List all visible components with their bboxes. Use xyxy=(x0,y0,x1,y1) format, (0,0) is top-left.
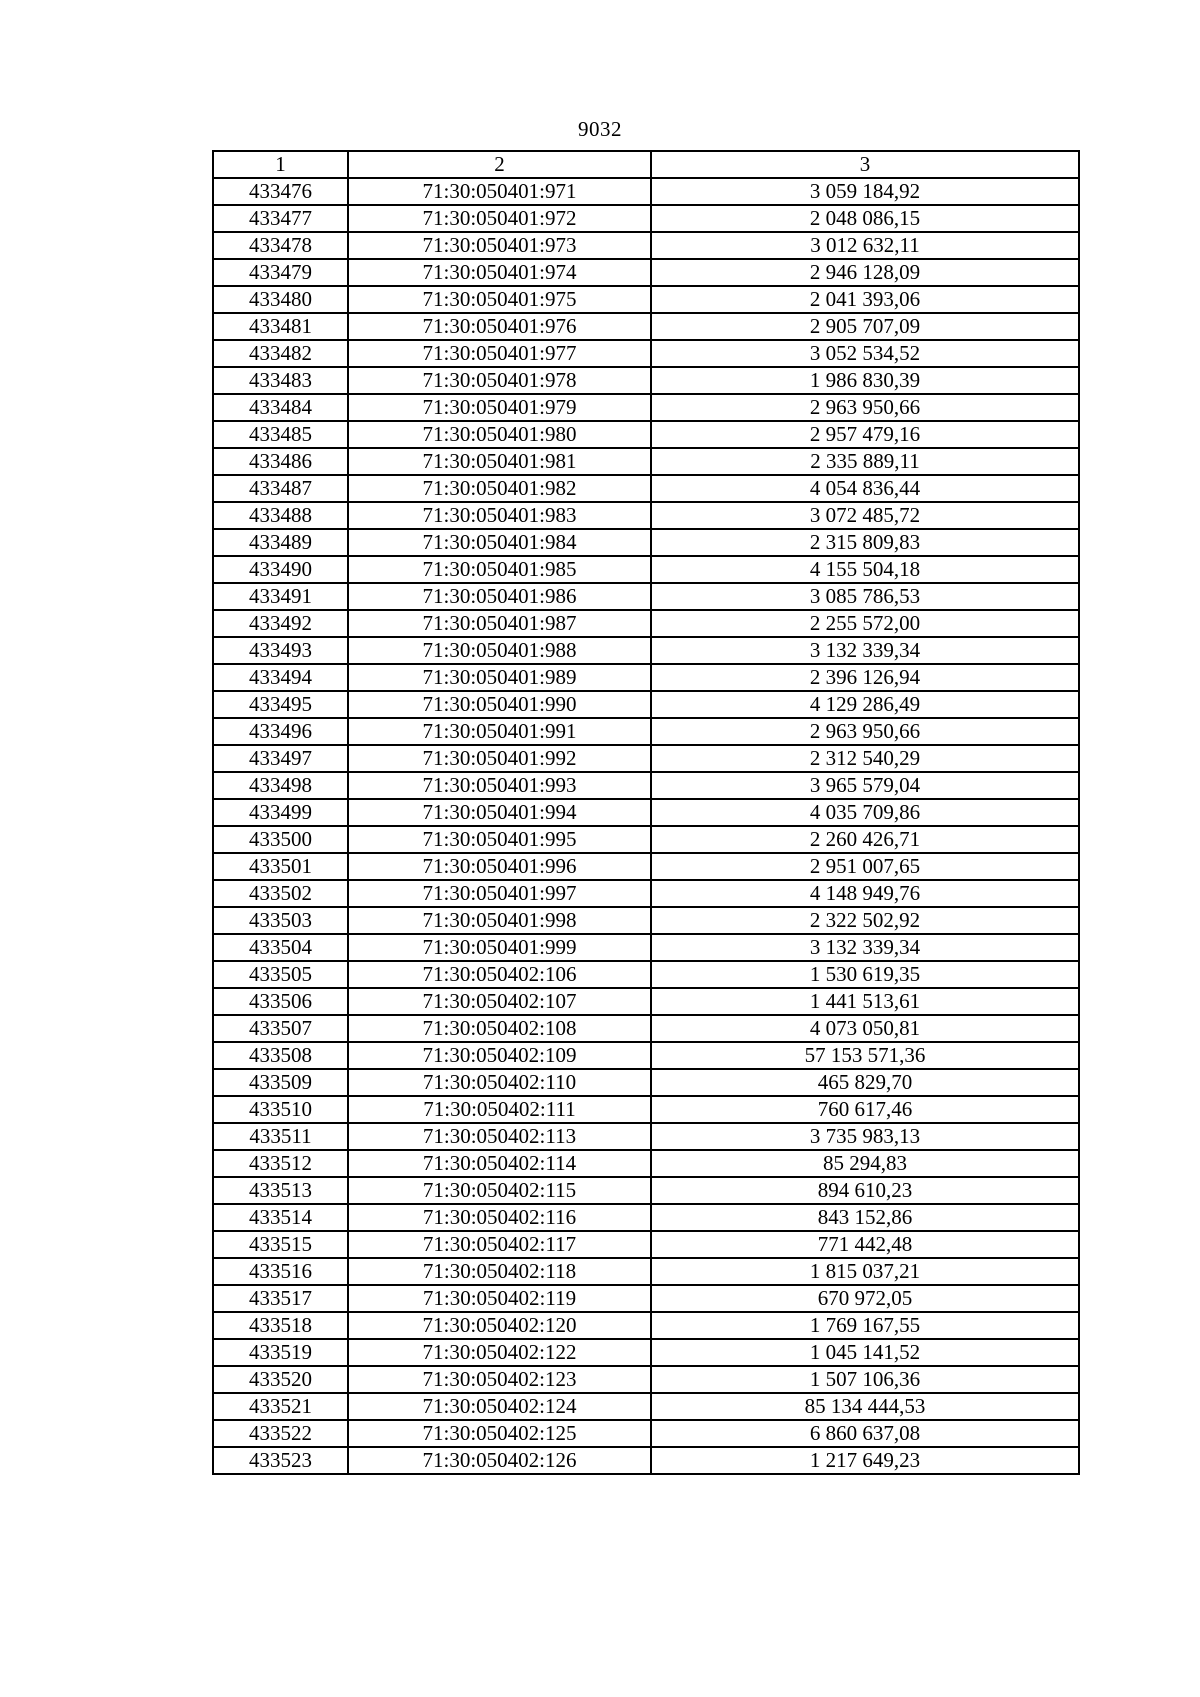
cadastral-number-cell: 71:30:050402:111 xyxy=(348,1096,651,1123)
row-number-cell: 433492 xyxy=(213,610,348,637)
cadastral-number-cell: 71:30:050401:994 xyxy=(348,799,651,826)
table-row xyxy=(213,178,1079,205)
table-row xyxy=(213,691,1079,718)
row-number-cell: 433488 xyxy=(213,502,348,529)
table-row xyxy=(213,1312,1079,1339)
cadastral-number-cell: 71:30:050401:985 xyxy=(348,556,651,583)
table-row xyxy=(213,286,1079,313)
row-number-cell: 433497 xyxy=(213,745,348,772)
table-row xyxy=(213,1204,1079,1231)
table-row xyxy=(213,421,1079,448)
table-row xyxy=(213,448,1079,475)
table-row xyxy=(213,799,1079,826)
cadastral-number-cell: 71:30:050402:120 xyxy=(348,1312,651,1339)
row-number-cell: 433506 xyxy=(213,988,348,1015)
value-cell: 2 041 393,06 xyxy=(651,286,1079,313)
row-number-cell: 433477 xyxy=(213,205,348,232)
table-row xyxy=(213,394,1079,421)
value-cell: 4 155 504,18 xyxy=(651,556,1079,583)
row-number-cell: 433511 xyxy=(213,1123,348,1150)
value-cell: 2 255 572,00 xyxy=(651,610,1079,637)
cadastral-number-cell: 71:30:050401:995 xyxy=(348,826,651,853)
value-cell: 4 129 286,49 xyxy=(651,691,1079,718)
value-cell: 3 085 786,53 xyxy=(651,583,1079,610)
table-row xyxy=(213,1042,1079,1069)
table-row xyxy=(213,1015,1079,1042)
value-cell: 2 951 007,65 xyxy=(651,853,1079,880)
cadastral-number-cell: 71:30:050402:106 xyxy=(348,961,651,988)
value-cell: 1 507 106,36 xyxy=(651,1366,1079,1393)
value-cell: 2 946 128,09 xyxy=(651,259,1079,286)
row-number-cell: 433518 xyxy=(213,1312,348,1339)
value-cell: 1 530 619,35 xyxy=(651,961,1079,988)
value-cell: 3 132 339,34 xyxy=(651,934,1079,961)
table-row xyxy=(213,502,1079,529)
table-row xyxy=(213,961,1079,988)
row-number-cell: 433493 xyxy=(213,637,348,664)
table-row xyxy=(213,907,1079,934)
row-number-cell: 433513 xyxy=(213,1177,348,1204)
value-cell: 4 054 836,44 xyxy=(651,475,1079,502)
value-cell: 3 735 983,13 xyxy=(651,1123,1079,1150)
cadastral-number-cell: 71:30:050402:116 xyxy=(348,1204,651,1231)
row-number-cell: 433509 xyxy=(213,1069,348,1096)
row-number-cell: 433479 xyxy=(213,259,348,286)
row-number-cell: 433503 xyxy=(213,907,348,934)
cadastral-number-cell: 71:30:050402:122 xyxy=(348,1339,651,1366)
table-row xyxy=(213,1339,1079,1366)
table-row xyxy=(213,1096,1079,1123)
table-row xyxy=(213,340,1079,367)
cadastral-number-cell: 71:30:050401:978 xyxy=(348,367,651,394)
value-cell: 3 965 579,04 xyxy=(651,772,1079,799)
table-row xyxy=(213,259,1079,286)
value-cell: 2 963 950,66 xyxy=(651,718,1079,745)
cadastral-number-cell: 71:30:050401:992 xyxy=(348,745,651,772)
cadastral-number-cell: 71:30:050401:971 xyxy=(348,178,651,205)
cadastral-number-cell: 71:30:050402:124 xyxy=(348,1393,651,1420)
value-cell: 85 294,83 xyxy=(651,1150,1079,1177)
table-row xyxy=(213,880,1079,907)
cadastral-number-cell: 71:30:050402:108 xyxy=(348,1015,651,1042)
value-cell: 3 072 485,72 xyxy=(651,502,1079,529)
cadastral-number-cell: 71:30:050401:990 xyxy=(348,691,651,718)
cadastral-number-cell: 71:30:050402:110 xyxy=(348,1069,651,1096)
value-cell: 2 312 540,29 xyxy=(651,745,1079,772)
table-row xyxy=(213,1150,1079,1177)
cadastral-number-cell: 71:30:050401:976 xyxy=(348,313,651,340)
cadastral-number-cell: 71:30:050402:119 xyxy=(348,1285,651,1312)
row-number-cell: 433481 xyxy=(213,313,348,340)
cadastral-number-cell: 71:30:050401:979 xyxy=(348,394,651,421)
cadastral-number-cell: 71:30:050401:987 xyxy=(348,610,651,637)
row-number-cell: 433495 xyxy=(213,691,348,718)
cadastral-number-cell: 71:30:050401:977 xyxy=(348,340,651,367)
cadastral-number-cell: 71:30:050402:123 xyxy=(348,1366,651,1393)
table-row xyxy=(213,367,1079,394)
row-number-cell: 433490 xyxy=(213,556,348,583)
row-number-cell: 433516 xyxy=(213,1258,348,1285)
table-header-row xyxy=(213,151,1079,178)
value-cell: 4 148 949,76 xyxy=(651,880,1079,907)
table-row xyxy=(213,610,1079,637)
row-number-cell: 433519 xyxy=(213,1339,348,1366)
cadastral-number-cell: 71:30:050401:999 xyxy=(348,934,651,961)
row-number-cell: 433510 xyxy=(213,1096,348,1123)
row-number-cell: 433508 xyxy=(213,1042,348,1069)
table-row xyxy=(213,583,1079,610)
value-cell: 465 829,70 xyxy=(651,1069,1079,1096)
value-cell: 2 315 809,83 xyxy=(651,529,1079,556)
cadastral-number-cell: 71:30:050402:115 xyxy=(348,1177,651,1204)
value-cell: 2 335 889,11 xyxy=(651,448,1079,475)
table-row xyxy=(213,1231,1079,1258)
cadastral-number-cell: 71:30:050402:109 xyxy=(348,1042,651,1069)
table-row xyxy=(213,205,1079,232)
table-row xyxy=(213,745,1079,772)
table-row xyxy=(213,1069,1079,1096)
value-cell: 2 048 086,15 xyxy=(651,205,1079,232)
row-number-cell: 433500 xyxy=(213,826,348,853)
value-cell: 2 957 479,16 xyxy=(651,421,1079,448)
row-number-cell: 433523 xyxy=(213,1447,348,1474)
row-number-cell: 433504 xyxy=(213,934,348,961)
row-number-cell: 433484 xyxy=(213,394,348,421)
row-number-cell: 433507 xyxy=(213,1015,348,1042)
table-row xyxy=(213,988,1079,1015)
value-cell: 4 073 050,81 xyxy=(651,1015,1079,1042)
cadastral-number-cell: 71:30:050401:983 xyxy=(348,502,651,529)
value-cell: 3 132 339,34 xyxy=(651,637,1079,664)
cadastral-number-cell: 71:30:050401:993 xyxy=(348,772,651,799)
row-number-cell: 433521 xyxy=(213,1393,348,1420)
row-number-cell: 433489 xyxy=(213,529,348,556)
cadastral-number-cell: 71:30:050401:986 xyxy=(348,583,651,610)
cadastral-number-cell: 71:30:050401:972 xyxy=(348,205,651,232)
table-body xyxy=(213,178,1079,1474)
table-row xyxy=(213,826,1079,853)
table-row xyxy=(213,1393,1079,1420)
table-row xyxy=(213,313,1079,340)
cadastral-number-cell: 71:30:050402:117 xyxy=(348,1231,651,1258)
value-cell: 85 134 444,53 xyxy=(651,1393,1079,1420)
row-number-cell: 433517 xyxy=(213,1285,348,1312)
row-number-cell: 433482 xyxy=(213,340,348,367)
table-row xyxy=(213,1366,1079,1393)
table-row xyxy=(213,1447,1079,1474)
row-number-cell: 433483 xyxy=(213,367,348,394)
column-header-2: 2 xyxy=(348,151,651,178)
table-row xyxy=(213,718,1079,745)
value-cell: 1 769 167,55 xyxy=(651,1312,1079,1339)
value-cell: 894 610,23 xyxy=(651,1177,1079,1204)
row-number-cell: 433491 xyxy=(213,583,348,610)
row-number-cell: 433501 xyxy=(213,853,348,880)
table-row xyxy=(213,475,1079,502)
table-row xyxy=(213,1420,1079,1447)
cadastral-number-cell: 71:30:050401:997 xyxy=(348,880,651,907)
table-row xyxy=(213,1177,1079,1204)
row-number-cell: 433522 xyxy=(213,1420,348,1447)
table-row xyxy=(213,232,1079,259)
cadastral-number-cell: 71:30:050401:996 xyxy=(348,853,651,880)
value-cell: 760 617,46 xyxy=(651,1096,1079,1123)
row-number-cell: 433512 xyxy=(213,1150,348,1177)
cadastral-number-cell: 71:30:050401:980 xyxy=(348,421,651,448)
page-number: 9032 xyxy=(578,117,622,141)
row-number-cell: 433505 xyxy=(213,961,348,988)
table-row xyxy=(213,529,1079,556)
value-cell: 2 260 426,71 xyxy=(651,826,1079,853)
data-table xyxy=(212,150,1080,1475)
cadastral-number-cell: 71:30:050401:989 xyxy=(348,664,651,691)
value-cell: 3 012 632,11 xyxy=(651,232,1079,259)
row-number-cell: 433494 xyxy=(213,664,348,691)
value-cell: 4 035 709,86 xyxy=(651,799,1079,826)
column-header-3: 3 xyxy=(651,151,1079,178)
cadastral-number-cell: 71:30:050401:984 xyxy=(348,529,651,556)
table-row xyxy=(213,637,1079,664)
row-number-cell: 433486 xyxy=(213,448,348,475)
table-row xyxy=(213,1258,1079,1285)
row-number-cell: 433478 xyxy=(213,232,348,259)
row-number-cell: 433485 xyxy=(213,421,348,448)
row-number-cell: 433487 xyxy=(213,475,348,502)
row-number-cell: 433498 xyxy=(213,772,348,799)
cadastral-number-cell: 71:30:050401:973 xyxy=(348,232,651,259)
column-header-1: 1 xyxy=(213,151,348,178)
value-cell: 1 441 513,61 xyxy=(651,988,1079,1015)
value-cell: 3 059 184,92 xyxy=(651,178,1079,205)
value-cell: 2 905 707,09 xyxy=(651,313,1079,340)
value-cell: 2 322 502,92 xyxy=(651,907,1079,934)
value-cell: 2 963 950,66 xyxy=(651,394,1079,421)
table-row xyxy=(213,772,1079,799)
value-cell: 2 396 126,94 xyxy=(651,664,1079,691)
value-cell: 6 860 637,08 xyxy=(651,1420,1079,1447)
value-cell: 3 052 534,52 xyxy=(651,340,1079,367)
value-cell: 1 045 141,52 xyxy=(651,1339,1079,1366)
value-cell: 57 153 571,36 xyxy=(651,1042,1079,1069)
value-cell: 771 442,48 xyxy=(651,1231,1079,1258)
table-row xyxy=(213,556,1079,583)
cadastral-number-cell: 71:30:050402:118 xyxy=(348,1258,651,1285)
cadastral-number-cell: 71:30:050402:107 xyxy=(348,988,651,1015)
row-number-cell: 433502 xyxy=(213,880,348,907)
table-row xyxy=(213,1285,1079,1312)
cadastral-number-cell: 71:30:050401:998 xyxy=(348,907,651,934)
table-row xyxy=(213,934,1079,961)
cadastral-number-cell: 71:30:050401:988 xyxy=(348,637,651,664)
cadastral-number-cell: 71:30:050401:974 xyxy=(348,259,651,286)
row-number-cell: 433496 xyxy=(213,718,348,745)
row-number-cell: 433499 xyxy=(213,799,348,826)
table-row xyxy=(213,1123,1079,1150)
value-cell: 1 815 037,21 xyxy=(651,1258,1079,1285)
value-cell: 1 217 649,23 xyxy=(651,1447,1079,1474)
cadastral-number-cell: 71:30:050401:981 xyxy=(348,448,651,475)
table-row xyxy=(213,664,1079,691)
cadastral-number-cell: 71:30:050401:991 xyxy=(348,718,651,745)
row-number-cell: 433476 xyxy=(213,178,348,205)
cadastral-number-cell: 71:30:050401:982 xyxy=(348,475,651,502)
value-cell: 843 152,86 xyxy=(651,1204,1079,1231)
row-number-cell: 433520 xyxy=(213,1366,348,1393)
cadastral-number-cell: 71:30:050402:125 xyxy=(348,1420,651,1447)
value-cell: 670 972,05 xyxy=(651,1285,1079,1312)
table-row xyxy=(213,853,1079,880)
row-number-cell: 433514 xyxy=(213,1204,348,1231)
cadastral-number-cell: 71:30:050402:126 xyxy=(348,1447,651,1474)
cadastral-number-cell: 71:30:050401:975 xyxy=(348,286,651,313)
row-number-cell: 433515 xyxy=(213,1231,348,1258)
value-cell: 1 986 830,39 xyxy=(651,367,1079,394)
row-number-cell: 433480 xyxy=(213,286,348,313)
cadastral-number-cell: 71:30:050402:114 xyxy=(348,1150,651,1177)
cadastral-number-cell: 71:30:050402:113 xyxy=(348,1123,651,1150)
